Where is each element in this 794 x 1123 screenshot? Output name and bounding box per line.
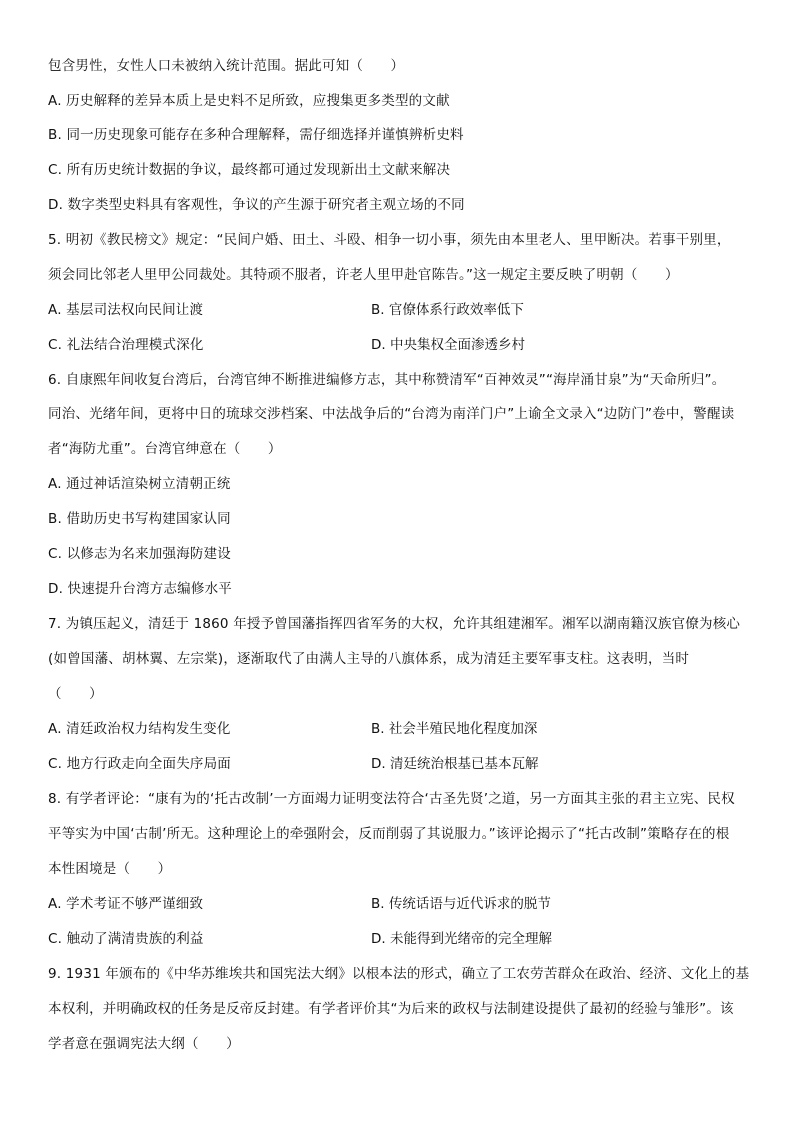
question-5-line-1: 5. 明初《教民榜文》规定：“民间户婚、田土、斗殴、相争一切小事，须先由本里老人、里甲断决。若事干别里， (48, 232, 731, 248)
question-6-line-1: 6. 自康熙年间收复台湾后，台湾官绅不断推进编修方志，其中称赞清军“百神效灵”“海岸涌甘泉”为“天命所归”。 (48, 372, 726, 388)
q5-option-a: A. 基层司法权向民间让渡 (48, 302, 204, 318)
q4-option-c: C. 所有历史统计数据的争议，最终都可通过发现新出土文献来解决 (48, 162, 451, 178)
q4-option-d: D. 数字类型史料具有客观性，争议的产生源于研究者主观立场的不同 (48, 197, 465, 213)
q7-option-d: D. 清廷统治根基已基本瓦解 (371, 756, 539, 772)
q6-option-a: A. 通过神话渲染树立清朝正统 (48, 476, 231, 492)
q7-option-b: B. 社会半殖民地化程度加深 (371, 721, 538, 737)
q4-option-a: A. 历史解释的差异本质上是史料不足所致，应搜集更多类型的文献 (48, 93, 450, 109)
question-9-line-3: 学者意在强调宪法大纲（ ） (48, 1036, 240, 1052)
question-4-tail: 包含男性，女性人口未被纳入统计范围。据此可知（ ） (48, 58, 405, 74)
q4-option-b: B. 同一历史现象可能存在多种合理解释，需仔细选择并谨慎辨析史料 (48, 127, 464, 143)
q8-option-a: A. 学术考证不够严谨细致 (48, 896, 204, 912)
q5-option-d: D. 中央集权全面渗透乡村 (371, 337, 525, 353)
q6-option-b: B. 借助历史书写构建国家认同 (48, 511, 231, 527)
question-7-line-2: (如曾国藩、胡林翼、左宗棠)，逐渐取代了由满人主导的八旗体系，成为清廷主要军事支柱。这表明，当时 (48, 651, 690, 667)
question-6-line-3: 者“海防尤重”。台湾官绅意在（ ） (48, 441, 282, 457)
question-8-line-2: 平等实为中国‘古制’所无。这种理论上的牵强附会，反而削弱了其说服力。”该评论揭示了“托古改制”策略存在的根 (48, 826, 730, 842)
q8-option-c: C. 触动了满清贵族的利益 (48, 931, 204, 947)
q6-option-c: C. 以修志为名来加强海防建设 (48, 546, 232, 562)
question-8-line-1: 8. 有学者评论：“康有为的‘托古改制’一方面竭力证明变法符合‘古圣先贤’之道，另一方面其主张的君主立宪、民权 (48, 791, 735, 807)
q8-option-b: B. 传统话语与近代诉求的脱节 (371, 896, 551, 912)
question-7-line-1: 7. 为镇压起义，清廷于 1860 年授予曾国藩指挥四省军务的大权，允许其组建湘军。湘军以湖南籍汉族官僚为核心 (48, 616, 741, 632)
question-5-line-2: 须会同比邻老人里甲公同裁处。其特顽不服者，许老人里甲赴官陈告。”这一规定主要反映了明朝（ ） (48, 267, 679, 283)
question-8-line-3: 本性困境是（ ） (48, 861, 172, 877)
q5-option-b: B. 官僚体系行政效率低下 (371, 302, 524, 318)
question-6-line-2: 同治、光绪年间，更将中日的琉球交涉档案、中法战争后的“台湾为南洋门户”上谕全文录入“边防门”卷中，警醒读 (48, 406, 735, 422)
question-9-line-1: 9. 1931 年颁布的《中华苏维埃共和国宪法大纲》以根本法的形式，确立了工农劳苦群众在政治、经济、文化上的基 (48, 966, 750, 982)
question-9-line-2: 本权利，并明确政权的任务是反帝反封建。有学者评价其“为后来的政权与法制建设提供了最初的经验与雏形”。该 (48, 1001, 734, 1017)
q6-option-d: D. 快速提升台湾方志编修水平 (48, 581, 232, 597)
q8-option-d: D. 未能得到光绪帝的完全理解 (371, 931, 552, 947)
q7-option-c: C. 地方行政走向全面失序局面 (48, 756, 232, 772)
q7-option-a: A. 清廷政治权力结构发生变化 (48, 721, 231, 737)
question-7-line-3: （ ） (48, 686, 103, 702)
q5-option-c: C. 礼法结合治理模式深化 (48, 337, 204, 353)
